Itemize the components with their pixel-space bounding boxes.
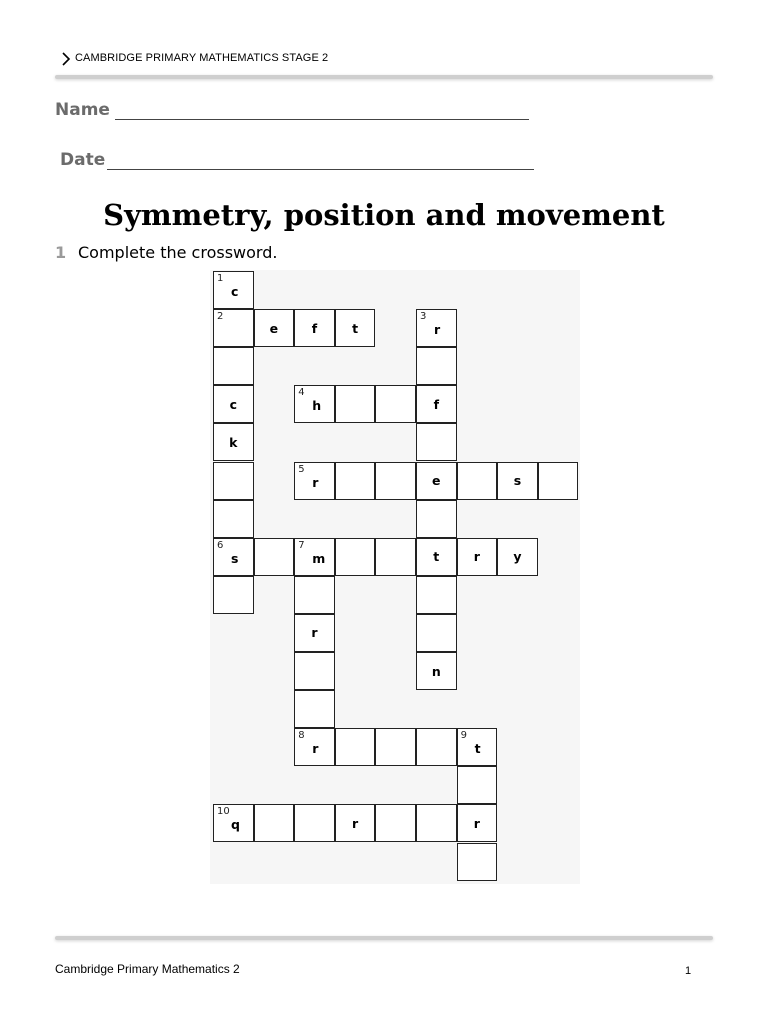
crossword-cell[interactable]: [294, 309, 335, 347]
cell-letter: m: [312, 550, 326, 566]
cell-letter: c: [229, 396, 237, 412]
cell-letter: s: [513, 473, 522, 489]
cell-letter: k: [229, 434, 238, 450]
clue-number: 3: [420, 311, 427, 323]
cell-letter: [214, 577, 253, 613]
crossword-cell[interactable]: [457, 538, 498, 576]
crossword-cell[interactable]: [416, 538, 457, 576]
cell-letter: [214, 310, 253, 346]
cell-letter: q: [231, 817, 240, 833]
crossword-cell[interactable]: [416, 728, 457, 766]
cell-letter: [417, 615, 456, 651]
crossword-cell[interactable]: [416, 385, 457, 423]
cell-letter: [539, 463, 578, 499]
cell-letter: [376, 386, 415, 422]
cell-letter: [295, 653, 334, 689]
cell-letter: [458, 463, 497, 499]
crossword-cell[interactable]: [497, 462, 538, 500]
crossword-cell[interactable]: [213, 309, 254, 347]
cell-letter: [417, 348, 456, 384]
crossword-cell[interactable]: [375, 462, 416, 500]
cell-letter: [214, 348, 253, 384]
crossword-cell[interactable]: [416, 614, 457, 652]
cell-letter: [295, 805, 334, 841]
cell-letter: s: [231, 550, 239, 566]
cell-letter: r: [352, 815, 359, 831]
crossword-cell[interactable]: [457, 804, 498, 842]
date-field[interactable]: [107, 169, 534, 170]
crossword-cell[interactable]: [416, 652, 457, 690]
crossword-cell[interactable]: [335, 538, 376, 576]
crossword-cell[interactable]: [254, 538, 295, 576]
cell-letter: c: [231, 284, 239, 300]
crossword-cell[interactable]: [254, 309, 295, 347]
cell-letter: r: [312, 474, 319, 490]
crossword-cell[interactable]: [294, 804, 335, 842]
crossword-cell[interactable]: [335, 804, 376, 842]
clue-number: 6: [217, 539, 224, 551]
name-label: Name: [55, 100, 110, 120]
cell-letter: [376, 805, 415, 841]
cell-letter: n: [431, 663, 441, 679]
cell-letter: [255, 805, 294, 841]
cell-letter: h: [312, 398, 322, 414]
crossword-cell[interactable]: [497, 538, 538, 576]
crossword-cell[interactable]: [213, 347, 254, 385]
cell-letter: [336, 463, 375, 499]
clue-number: 2: [217, 311, 224, 323]
cell-letter: e: [432, 473, 441, 489]
cell-letter: [417, 501, 456, 537]
clue-number: 4: [298, 387, 305, 399]
crossword-cell[interactable]: [416, 576, 457, 614]
crossword-cell[interactable]: [213, 576, 254, 614]
cell-letter: [417, 577, 456, 613]
crossword-cell[interactable]: [335, 309, 376, 347]
crossword-cell[interactable]: [457, 766, 498, 804]
crossword-cell[interactable]: [213, 271, 254, 309]
cell-letter: [336, 386, 375, 422]
crossword-cell[interactable]: [335, 385, 376, 423]
crossword-cell[interactable]: [335, 462, 376, 500]
header-title: CAMBRIDGE PRIMARY MATHEMATICS STAGE 2: [75, 52, 329, 64]
page-number: 1: [685, 965, 692, 977]
crossword-cell[interactable]: [416, 347, 457, 385]
clue-number: 7: [298, 539, 305, 551]
crossword-cell[interactable]: [213, 500, 254, 538]
crossword-cell[interactable]: [335, 728, 376, 766]
crossword-cell[interactable]: [416, 804, 457, 842]
crossword-cell[interactable]: [457, 462, 498, 500]
cell-letter: [336, 539, 375, 575]
clue-number: 9: [460, 730, 467, 742]
clue-number: 8: [298, 730, 305, 742]
cell-letter: [295, 691, 334, 727]
clue-number: 1: [217, 273, 224, 284]
crossword-cell[interactable]: [294, 728, 335, 766]
question-number: 1: [55, 243, 67, 262]
cell-letter: f: [311, 320, 318, 336]
crossword-cell[interactable]: [416, 500, 457, 538]
cell-letter: r: [311, 625, 318, 641]
date-label: Date: [60, 150, 106, 170]
crossword-cell[interactable]: [294, 385, 335, 423]
crossword-cell[interactable]: [375, 385, 416, 423]
cell-letter: [376, 729, 415, 765]
cell-letter: [417, 805, 456, 841]
cell-letter: [336, 729, 375, 765]
crossword-grid: [210, 270, 580, 884]
crossword-cell[interactable]: [213, 538, 254, 576]
cell-letter: e: [269, 320, 279, 336]
cell-letter: t: [433, 549, 440, 565]
crossword-cell[interactable]: [213, 423, 254, 461]
crossword-cell[interactable]: [416, 462, 457, 500]
cell-letter: r: [473, 549, 480, 565]
crossword-cell[interactable]: [416, 423, 457, 461]
cell-letter: [295, 577, 334, 613]
header-divider: [55, 75, 713, 79]
cell-letter: f: [433, 396, 440, 412]
cell-letter: [417, 424, 456, 460]
crossword-cell[interactable]: [538, 462, 579, 500]
chevron-right-icon: [60, 52, 72, 66]
cell-letter: [255, 539, 294, 575]
crossword-cell[interactable]: [294, 576, 335, 614]
crossword-cell[interactable]: [213, 462, 254, 500]
crossword-cell[interactable]: [294, 690, 335, 728]
crossword-cell[interactable]: [294, 652, 335, 690]
crossword-cell[interactable]: [254, 804, 295, 842]
question-text: Complete the crossword.: [78, 243, 278, 262]
page-title: Symmetry, position and movement: [103, 198, 665, 232]
crossword-cell[interactable]: [375, 538, 416, 576]
cell-letter: r: [312, 741, 319, 757]
crossword-cell[interactable]: [375, 728, 416, 766]
crossword-cell[interactable]: [213, 804, 254, 842]
cell-letter: [376, 539, 415, 575]
footer-divider: [55, 936, 713, 940]
cell-letter: [458, 844, 497, 880]
crossword-cell[interactable]: [416, 309, 457, 347]
crossword-cell[interactable]: [294, 462, 335, 500]
crossword-cell[interactable]: [294, 538, 335, 576]
cell-letter: [376, 463, 415, 499]
cell-letter: y: [513, 549, 522, 565]
cell-letter: r: [434, 322, 441, 338]
footer-title: Cambridge Primary Mathematics 2: [55, 962, 240, 976]
cell-letter: [214, 501, 253, 537]
cell-letter: [417, 729, 456, 765]
crossword-cell[interactable]: [213, 385, 254, 423]
clue-number: 5: [298, 463, 305, 475]
cell-letter: [214, 463, 253, 499]
crossword-cell[interactable]: [294, 614, 335, 652]
cell-letter: r: [473, 815, 480, 831]
crossword-cell[interactable]: [457, 843, 498, 881]
cell-letter: [458, 767, 497, 803]
cell-letter: t: [352, 320, 359, 336]
crossword-cell[interactable]: [375, 804, 416, 842]
cell-letter: t: [474, 741, 481, 757]
crossword-cell[interactable]: [457, 728, 498, 766]
name-field[interactable]: [115, 119, 529, 120]
clue-number: 10: [217, 806, 230, 818]
